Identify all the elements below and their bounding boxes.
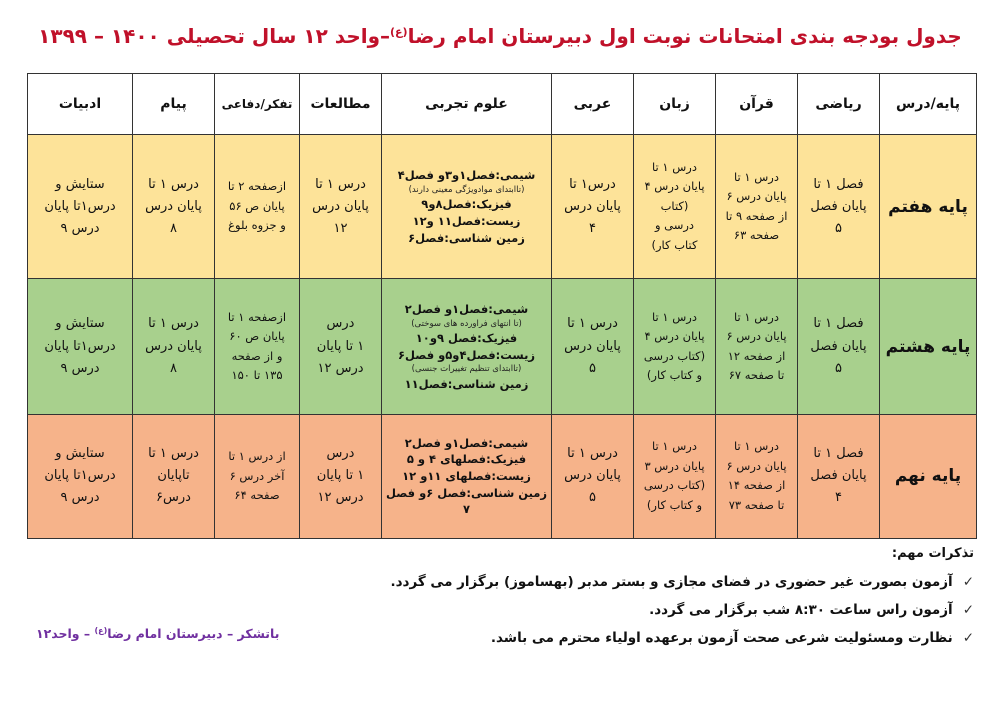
cell-science: شیمی:فصل۱و۳و فصل۴ (تاابتدای موادویژگی معینی دارند) فیزیک:فصل۸و۹ زیست:فصل۱۱ و۱۲ زمین شناسی:فصل۶ — [382, 135, 552, 279]
header-quran: قرآن — [716, 74, 798, 135]
list-item: ✓آزمون بصورت غیر حضوری در فضای مجازی و بستر مدبر (بهساموز) برگزار می گردد. — [390, 574, 974, 590]
cell-studies: درس ۱ تا پایان درس ۱۲ — [300, 279, 382, 414]
cell-payam: درس ۱ تا پایان درس ۸ — [133, 279, 215, 414]
check-icon: ✓ — [962, 630, 974, 646]
title-honorific: (ع) — [390, 25, 408, 39]
header-science: علوم تجربی — [382, 74, 552, 135]
cell-english: درس ۱ تا پایان درس ۳ (کتاب درسی و کتاب کار) — [634, 414, 716, 538]
list-item: ✓نظارت ومسئولیت شرعی صحت آزمون برعهده اولیاء محترم می باشد. — [490, 630, 974, 646]
cell-thinking: از درس ۱ تا آخر درس ۶ صفحه ۶۴ — [215, 414, 300, 538]
list-item: ✓آزمون راس ساعت ۸:۳۰ شب برگزار می گردد. — [649, 602, 974, 618]
header-math: ریاضی — [798, 74, 880, 135]
cell-payam: درس ۱ تا تاپایان درس۶ — [133, 414, 215, 538]
cell-literature: ستایش و درس۱تا پایان درس ۹ — [28, 414, 133, 538]
cell-studies: درس ۱ تا پایان درس ۱۲ — [300, 414, 382, 538]
header-thinking: تفکر/دفاعی — [215, 74, 300, 135]
table-row-grade9 — [28, 414, 977, 538]
cell-literature: ستایش و درس۱تا پایان درس ۹ — [28, 135, 133, 279]
cell-studies: درس ۱ تا پایان درس ۱۲ — [300, 135, 382, 279]
thanks-signature: باتشکر – دبیرستان امام رضا$^{(ع)}$ – واحد۱۲ — [36, 626, 280, 642]
grade-label: پایه نهم — [880, 414, 977, 538]
cell-quran: درس ۱ تا پایان درس ۶ از صفحه ۱۲ تا صفحه ۶۷ — [716, 279, 798, 414]
cell-science: شیمی:فصل۱و فصل۲ فیزیک:فصلهای ۴ و ۵ زیست:فصلهای ۱۱و ۱۲ زمین شناسی:فصل ۶و فصل ۷ — [382, 414, 552, 538]
header-payam: پیام — [133, 74, 215, 135]
page-title — [0, 24, 1000, 48]
grade-label: پایه هفتم — [880, 135, 977, 279]
table-row-grade8 — [28, 279, 977, 414]
exam-budget-table — [27, 73, 977, 539]
notes-list — [274, 572, 974, 656]
header-studies: مطالعات — [300, 74, 382, 135]
notes-title: تذکرات مهم: — [891, 546, 974, 561]
science-note: (تا انتهای فراورده های سوختی) — [411, 318, 522, 329]
cell-thinking: ازصفحه ۲ تا پایان ص ۵۶ و جزوه بلوغ — [215, 135, 300, 279]
cell-payam: درس ۱ تا پایان درس ۸ — [133, 135, 215, 279]
cell-english: درس ۱ تا پایان درس ۴ (کتاب درسی و کتاب کار) — [634, 279, 716, 414]
header-literature: ادبیات — [28, 74, 133, 135]
cell-quran: درس ۱ تا پایان درس ۶ از صفحه ۹ تا صفحه ۶۳ — [716, 135, 798, 279]
header-english: زبان — [634, 74, 716, 135]
cell-quran: درس ۱ تا پایان درس ۶ از صفحه ۱۴ تا صفحه ۷۳ — [716, 414, 798, 538]
science-note: (تاابتدای موادویژگی معینی دارند) — [408, 184, 525, 195]
cell-math: فصل ۱ تا پایان فصل ۵ — [798, 279, 880, 414]
header-grade-subject: پایه/درس — [880, 74, 977, 135]
cell-english: درس ۱ تا پایان درس ۴ (کتاب درسی و کتاب کار) — [634, 135, 716, 279]
cell-thinking: ازصفحه ۱ تا پایان ص ۶۰ و از صفحه ۱۳۵ تا ۱۵۰ — [215, 279, 300, 414]
cell-literature: ستایش و درس۱تا پایان درس ۹ — [28, 279, 133, 414]
cell-math: فصل ۱ تا پایان فصل ۴ — [798, 414, 880, 538]
cell-science: شیمی:فصل۱و فصل۲ (تا انتهای فراورده های سوختی) فیزیک:فصل ۹و۱۰ زیست:فصل۴و۵و فصل۶ (تاابتدای تنظیم تغییرات جنسی) زمین شناسی:فصل۱۱ — [382, 279, 552, 414]
title-main: جدول بودجه بندی امتحانات نوبت اول دبیرستان امام رضا — [407, 24, 962, 48]
science-note: (تاابتدای تنظیم تغییرات جنسی) — [411, 364, 522, 375]
check-icon: ✓ — [962, 574, 974, 590]
table-row-grade7 — [28, 135, 977, 279]
cell-math: فصل ۱ تا پایان فصل ۵ — [798, 135, 880, 279]
title-rest: –واحد ۱۲ سال تحصیلی ۱۴۰۰ – ۱۳۹۹ — [38, 24, 391, 48]
cell-arabic: درس۱ تا پایان درس ۴ — [552, 135, 634, 279]
header-row — [28, 74, 977, 135]
cell-arabic: درس ۱ تا پایان درس ۵ — [552, 279, 634, 414]
check-icon: ✓ — [962, 602, 974, 618]
header-arabic: عربی — [552, 74, 634, 135]
grade-label: پایه هشتم — [880, 279, 977, 414]
cell-arabic: درس ۱ تا پایان درس ۵ — [552, 414, 634, 538]
